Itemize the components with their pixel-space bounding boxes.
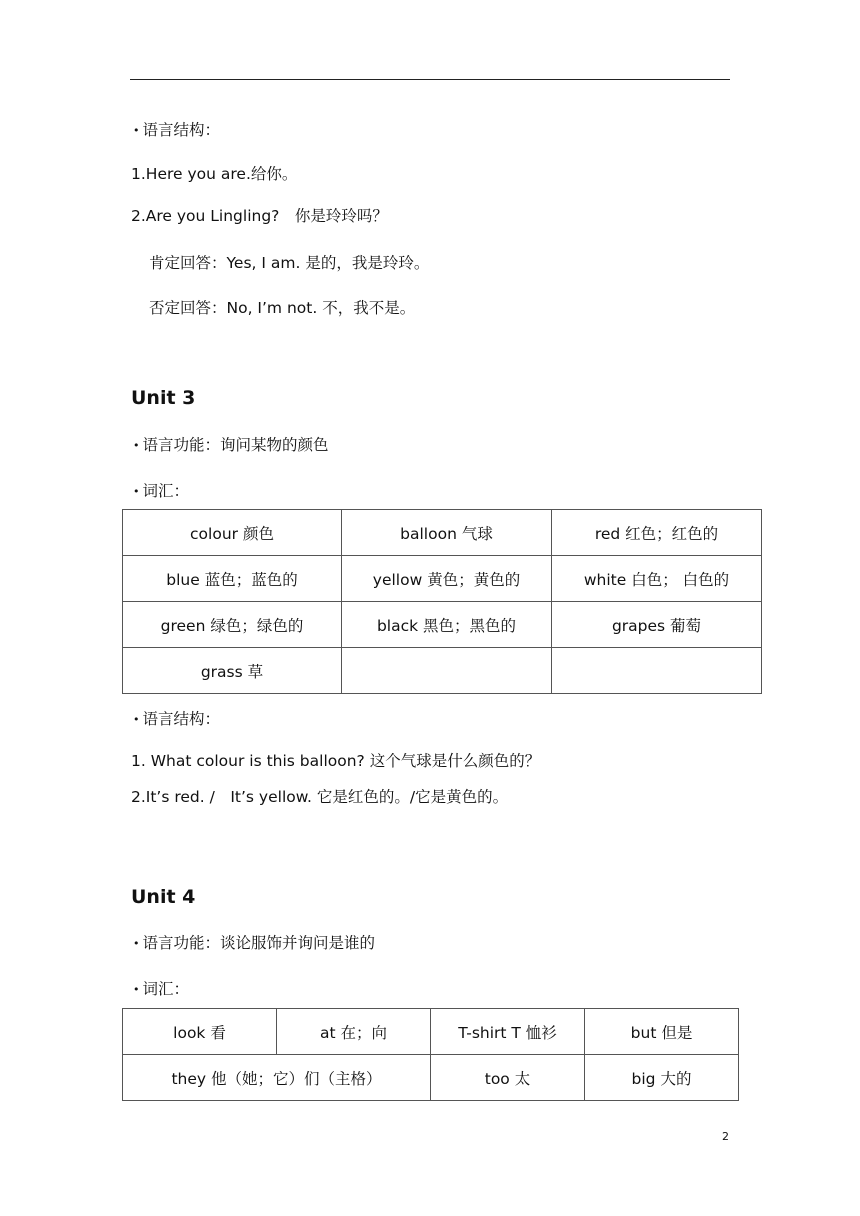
sentence-line: 1.Here you are.给你。 bbox=[131, 165, 298, 183]
vocab-cell: white 白色； 白色的 bbox=[552, 556, 762, 602]
table-row bbox=[123, 602, 762, 648]
vocab-cell: green 绿色；绿色的 bbox=[123, 602, 342, 648]
vocab-cell: balloon 气球 bbox=[342, 510, 552, 556]
function-label: • 语言功能：谈论服饰并询问是谁的 bbox=[133, 933, 375, 955]
table-row bbox=[123, 510, 762, 556]
vocab-cell: blue 蓝色；蓝色的 bbox=[123, 556, 342, 602]
negative-answer: 否定回答：No, I’m not. 不，我不是。 bbox=[149, 299, 416, 317]
vocab-cell: they 他（她；它）们（主格） bbox=[123, 1055, 431, 1101]
structure-label: • 语言结构： bbox=[133, 120, 220, 142]
vocab-cell: look 看 bbox=[123, 1009, 277, 1055]
table-row bbox=[123, 1009, 739, 1055]
vocab-cell: big 大的 bbox=[585, 1055, 739, 1101]
affirmative-answer: 肯定回答：Yes, I am. 是的，我是玲玲。 bbox=[149, 254, 430, 272]
vocab-cell: but 但是 bbox=[585, 1009, 739, 1055]
vocab-cell bbox=[552, 648, 762, 694]
unit4-vocab-table bbox=[122, 1008, 739, 1101]
vocab-cell: grass 草 bbox=[123, 648, 342, 694]
vocab-cell: T-shirt T 恤衫 bbox=[431, 1009, 585, 1055]
table-row bbox=[123, 648, 762, 694]
vocab-cell: grapes 葡萄 bbox=[552, 602, 762, 648]
vocab-cell: at 在；向 bbox=[277, 1009, 431, 1055]
vocab-cell: too 太 bbox=[431, 1055, 585, 1101]
unit3-title: Unit 3 bbox=[131, 387, 196, 409]
vocab-cell: red 红色；红色的 bbox=[552, 510, 762, 556]
vocab-label: • 词汇： bbox=[133, 481, 189, 503]
sentence-line: 1. What colour is this balloon? 这个气球是什么颜色的？ bbox=[131, 752, 541, 770]
structure-label: • 语言结构： bbox=[133, 709, 220, 731]
vocab-cell: yellow 黄色；黄色的 bbox=[342, 556, 552, 602]
unit4-title: Unit 4 bbox=[131, 886, 196, 908]
function-label: • 语言功能：询问某物的颜色 bbox=[133, 435, 329, 457]
vocab-cell bbox=[342, 648, 552, 694]
table-row bbox=[123, 556, 762, 602]
unit3-vocab-table bbox=[122, 509, 762, 694]
header-rule bbox=[130, 79, 730, 80]
sentence-line: 2.Are you Lingling? 你是玲玲吗？ bbox=[131, 207, 388, 225]
page-number: 2 bbox=[722, 1130, 729, 1143]
vocab-cell: black 黑色；黑色的 bbox=[342, 602, 552, 648]
vocab-label: • 词汇： bbox=[133, 979, 189, 1001]
sentence-line: 2.It’s red. / It’s yellow. 它是红色的。/它是黄色的。 bbox=[131, 788, 509, 806]
vocab-cell: colour 颜色 bbox=[123, 510, 342, 556]
table-row bbox=[123, 1055, 739, 1101]
